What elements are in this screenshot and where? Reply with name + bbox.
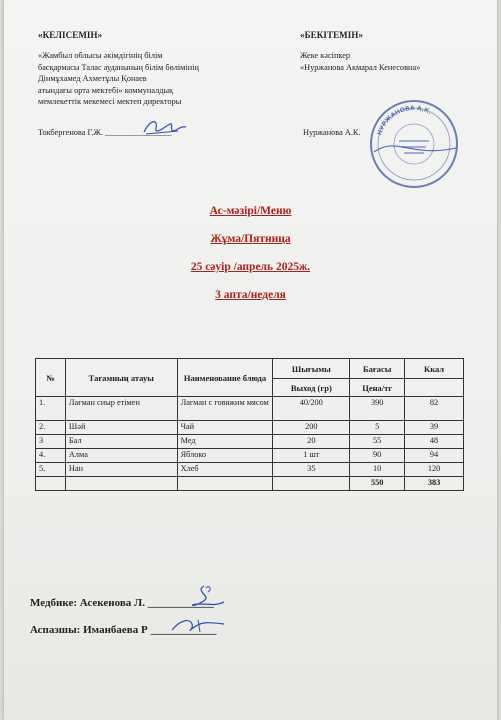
nurse-signature <box>180 582 232 614</box>
header-price-ru: Цена/тг <box>350 379 405 397</box>
cell-yield: 1 шт <box>273 449 350 463</box>
signature-underline: ____________ <box>150 624 217 636</box>
cell-price: 90 <box>350 449 405 463</box>
approved-line: Жеке кәсіпкер <box>300 51 351 60</box>
document-page <box>4 0 497 720</box>
agreed-organization-block <box>38 50 199 108</box>
agreed-line: мемлекеттік мекемесі мектеп директоры <box>38 97 182 106</box>
cell-name-ru: Хлеб <box>177 463 273 477</box>
signature-underline: ____________ <box>147 597 214 609</box>
cell-name-kz: Алма <box>65 449 177 463</box>
official-stamp-icon <box>366 96 462 192</box>
header-number: № <box>36 359 66 397</box>
approved-title: «БЕКІТЕМІН» <box>300 30 364 40</box>
table-row <box>36 449 464 463</box>
cell-empty <box>177 477 273 491</box>
header-yield-kz: Шығымы <box>273 359 350 379</box>
week-title: 3 апта/неделя <box>215 289 286 301</box>
signature-underline: ________________ <box>105 128 172 137</box>
cell-number: 1. <box>36 397 66 421</box>
cell-yield: 20 <box>273 435 350 449</box>
cook-name: Аспазшы: Иманбаева Р <box>30 624 148 636</box>
cell-name-kz: Бал <box>65 435 177 449</box>
cell-number: 3 <box>36 435 66 449</box>
header-name-kz: Тағамның атауы <box>65 359 177 397</box>
stamp-text: НУРЖАНОВА А.К. <box>376 104 433 137</box>
header-name-ru: Наименование блюда <box>177 359 273 397</box>
cell-kcal: 94 <box>405 449 464 463</box>
header-empty-cell <box>405 379 464 397</box>
agreed-title: «КЕЛІСЕМІН» <box>38 30 103 40</box>
agreed-line: басқармасы Талас ауданының білім бөлімінің <box>38 62 199 72</box>
menu-title: Ас-мәзірі/Меню <box>209 205 292 217</box>
cell-name-ru: Мед <box>177 435 273 449</box>
cell-empty <box>273 477 350 491</box>
cell-name-kz: Шәй <box>65 421 177 435</box>
cell-number: 5. <box>36 463 66 477</box>
approved-signatory: Нуржанова А.К. <box>303 128 361 137</box>
date-title: 25 сәуір /апрель 2025ж. <box>190 261 311 273</box>
cell-number: 2. <box>36 421 66 435</box>
cell-kcal: 82 <box>405 397 464 421</box>
cook-signature <box>168 612 228 638</box>
total-price: 550 <box>350 477 405 491</box>
approved-line: «Нуржанова Акмарал Кенесовна» <box>300 62 421 72</box>
cell-kcal: 120 <box>405 463 464 477</box>
table-total-row <box>36 477 464 491</box>
day-title: Жұма/Пятница <box>210 233 291 245</box>
menu-table <box>35 358 464 491</box>
cell-empty <box>36 477 66 491</box>
cell-kcal: 48 <box>405 435 464 449</box>
cell-yield: 40/200 <box>273 397 350 421</box>
nurse-name: Медбике: Асекенова Л. <box>30 597 145 609</box>
total-kcal: 383 <box>405 477 464 491</box>
approved-organization-block <box>300 50 420 73</box>
table-header-row <box>36 359 464 379</box>
cell-name-ru: Чай <box>177 421 273 435</box>
cell-price: 5 <box>350 421 405 435</box>
header-price-kz: Бағасы <box>350 359 405 379</box>
agreed-line: «Жамбыл облысы әкімдігінің білім <box>38 51 163 60</box>
cell-price: 55 <box>350 435 405 449</box>
cell-kcal: 39 <box>405 421 464 435</box>
agreed-signatory-name: Токбергенова Г.Ж. <box>38 128 103 137</box>
cell-empty <box>65 477 177 491</box>
table-row <box>36 397 464 421</box>
cell-name-ru: Лагман с говяжим мясом <box>177 397 273 421</box>
cell-price: 390 <box>350 397 405 421</box>
cell-price: 10 <box>350 463 405 477</box>
cell-name-kz: Нан <box>65 463 177 477</box>
director-signature <box>140 116 188 140</box>
table-row <box>36 463 464 477</box>
table-row <box>36 421 464 435</box>
table-row <box>36 435 464 449</box>
cell-name-ru: Яблоко <box>177 449 273 463</box>
cell-yield: 35 <box>273 463 350 477</box>
cell-yield: 200 <box>273 421 350 435</box>
cell-name-kz: Лағман сиыр етімен <box>65 397 177 421</box>
header-kcal: Ккал <box>405 359 464 379</box>
agreed-line: атындағы орта мектебі» коммуналдық <box>38 85 174 95</box>
header-yield-ru: Выход (гр) <box>273 379 350 397</box>
agreed-line: Дінмұхамед Ахметұлы Қонаев <box>38 74 147 83</box>
cell-number: 4. <box>36 449 66 463</box>
